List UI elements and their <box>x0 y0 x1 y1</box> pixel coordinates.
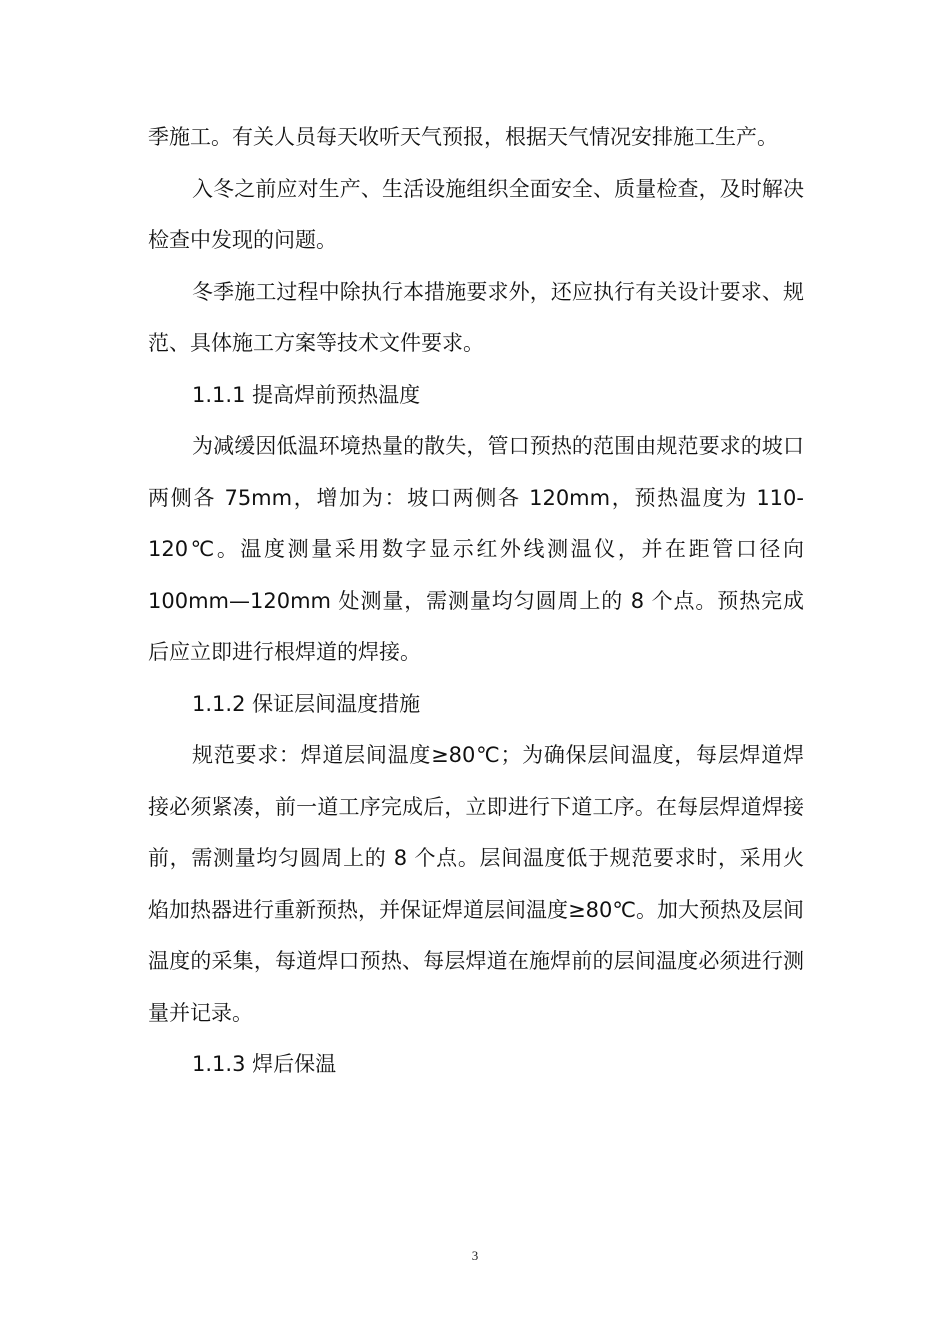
document-body <box>148 112 804 1091</box>
paragraph-requirements: 冬季施工过程中除执行本措施要求外，还应执行有关设计要求、规范、具体施工方案等技术文件要求。 <box>148 279 804 355</box>
section-heading-postweld: 1.1.3 焊后保温 <box>192 1052 337 1076</box>
section-heading-interpass: 1.1.2 保证层间温度措施 <box>192 691 421 716</box>
paragraph-interpass: 规范要求：焊道层间温度≥80℃；为确保层间温度，每层焊道焊接必须紧凑，前一道工序完成后，立即进行下道工序。在每层焊道焊接前，需测量均匀圆周上的 8 个点。层间温度低于规范要求时，采用火焰加热器进行重新预热，并保证焊道层间温度≥80℃。加大预热及层间温度的采集，每道焊口预热、每层焊道在施焊前的层间温度必须进行测量并记录。 <box>148 743 804 1025</box>
section-heading-preheat: 1.1.1 提高焊前预热温度 <box>192 382 421 407</box>
page-number: 3 <box>471 1248 479 1263</box>
paragraph-continuation: 季施工。有关人员每天收听天气预报，根据天气情况安排施工生产。 <box>148 125 778 149</box>
paragraph-preheat: 为减缓因低温环境热量的散失，管口预热的范围由规范要求的坡口两侧各 75mm，增加为：坡口两侧各 120mm，预热温度为 110-120℃。温度测量采用数字显示红外线测温仪，并在距管口径向 100mm—120mm 处测量，需测量均匀圆周上的 8 个点。预热完成后应立即进行根焊道的焊接。 <box>148 434 804 664</box>
paragraph-inspection: 入冬之前应对生产、生活设施组织全面安全、质量检查，及时解决检查中发现的问题。 <box>148 176 804 252</box>
